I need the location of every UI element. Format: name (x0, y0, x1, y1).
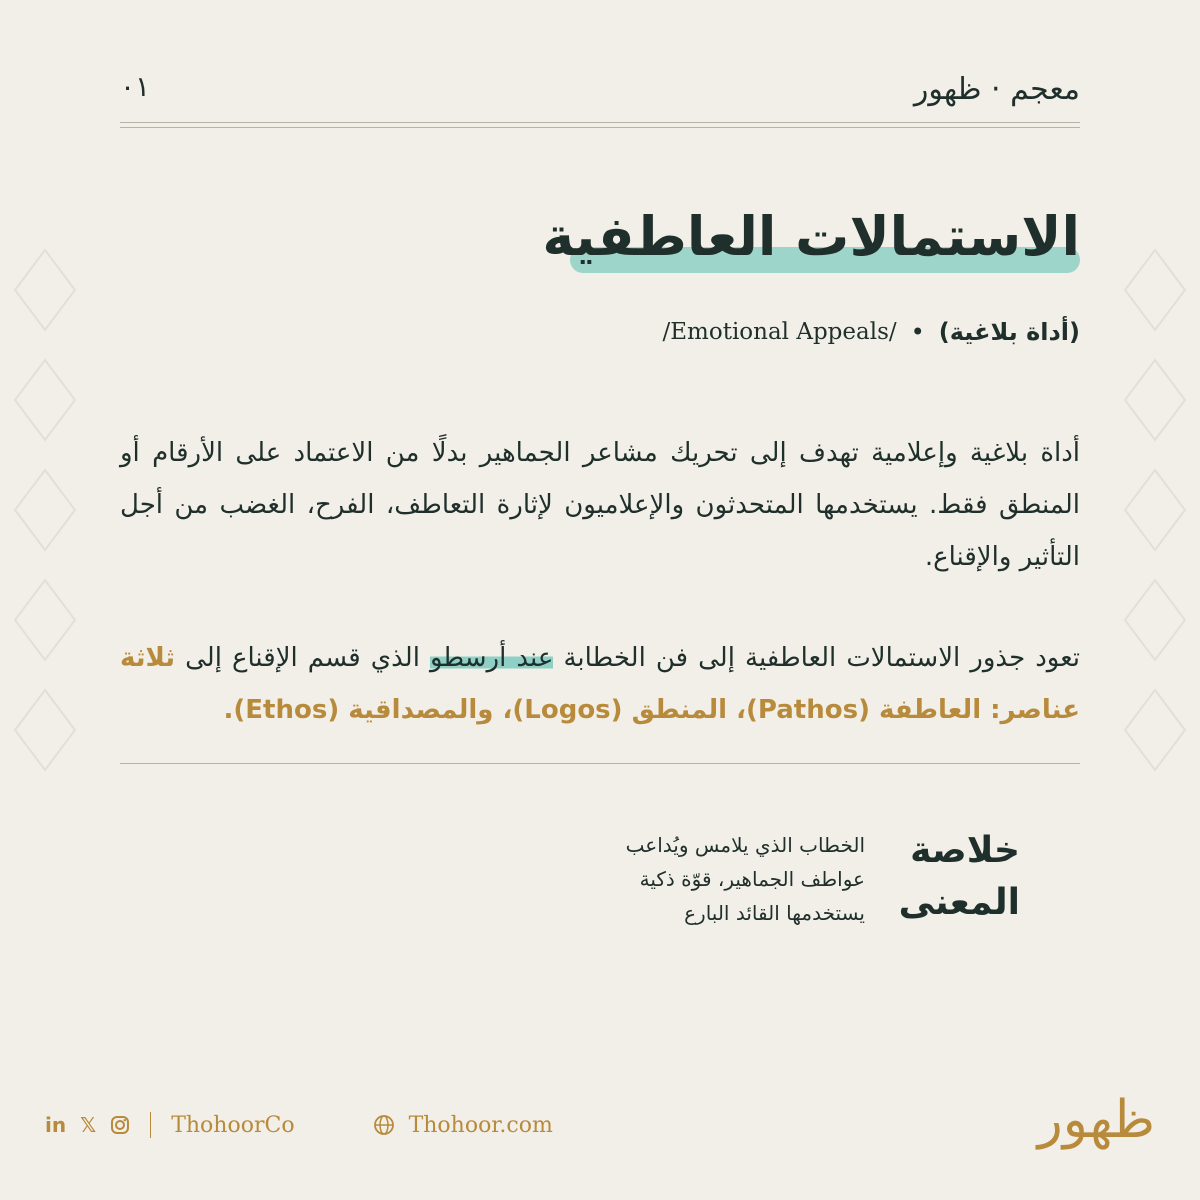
section-divider (120, 763, 1080, 764)
header-rule (120, 122, 1080, 123)
highlighted-aristotle: عند أرسطو (430, 643, 554, 673)
header-title: معجم · ظهور (913, 72, 1080, 107)
footer (45, 1112, 553, 1138)
origin-text-part1: تعود جذور الاستمالات العاطفية إلى فن الخطابة (553, 643, 1080, 673)
origin-paragraph (120, 632, 1080, 736)
website-link[interactable]: Thohoor.com (408, 1112, 553, 1138)
definition-paragraph: أداة بلاغية وإعلامية تهدف إلى تحريك مشاعر الجماهير بدلًا من الاعتماد على الأرقام أو المنطق فقط. يستخدمها المتحدثون والإعلاميون لإثارة التعاطف، الفرح، الغضب من أجل التأثير والإقناع. (120, 438, 1080, 572)
brand-logo: ظهور (1037, 1090, 1155, 1150)
left-ornament (0, 230, 90, 790)
summary-text (515, 828, 865, 930)
x-icon[interactable]: 𝕏 (80, 1113, 97, 1137)
three-elements-text: ثلاثة عناصر: العاطفة (Pathos)، المنطق (Logos)، والمصداقية (Ethos). (120, 643, 1080, 725)
page-title: الاستمالات العاطفية (542, 205, 1080, 268)
subtitle-row (663, 318, 1081, 346)
footer-separator (150, 1112, 151, 1138)
english-term: /Emotional Appeals/ (662, 319, 897, 345)
social-handle[interactable]: ThohoorCo (171, 1112, 295, 1138)
globe-icon (373, 1114, 395, 1136)
instagram-icon[interactable] (110, 1115, 130, 1135)
header-rule-secondary (120, 127, 1080, 128)
summary-heading (880, 825, 1020, 929)
origin-text-part2: الذي قسم الإقناع إلى (175, 643, 430, 673)
summary-line1: الخطاب الذي يلامس ويُداعب (625, 833, 865, 857)
summary-line2: عواطف الجماهير، قوّة ذكية (639, 867, 865, 891)
title-block (480, 205, 1080, 285)
entry-category: (أداة بلاغية) (938, 318, 1080, 346)
right-ornament (1110, 230, 1200, 790)
summary-line3: يستخدمها القائد البارع (684, 901, 865, 925)
summary-heading-line2: المعنى (898, 882, 1020, 923)
bullet-separator: • (910, 318, 925, 346)
summary-heading-line1: خلاصة (910, 830, 1020, 871)
linkedin-icon[interactable]: in (45, 1113, 67, 1137)
page-number: ٠١ (120, 70, 151, 103)
